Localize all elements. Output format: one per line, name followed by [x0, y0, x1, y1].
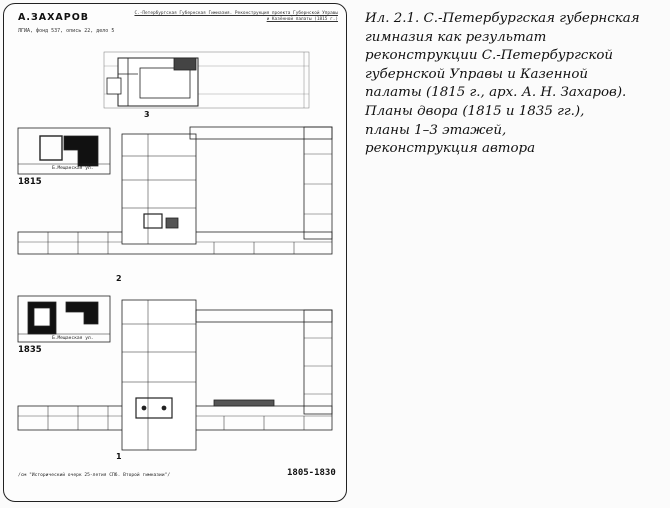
- sheet-archive-reference: ЛГИА, фонд 537, опись 22, дело 5: [18, 28, 115, 34]
- street-label-1815: Б.Мещанская ул.: [52, 166, 94, 171]
- caption-line: губернской Управы и Казенной: [365, 66, 589, 82]
- plan-label-floor-2: 2: [116, 274, 122, 283]
- sheet-years: 1805-1830: [287, 468, 336, 478]
- figure-caption: [365, 10, 665, 159]
- sheet-heading: С.-Петербургская Губернская Гимназия. Реконструкция проекта Губернской Управы и Казённой палаты (1815 г.): [134, 11, 338, 22]
- floor-plans-drawing: [4, 4, 347, 502]
- floor-plan-1: [18, 300, 332, 450]
- year-label-1835: 1835: [18, 345, 42, 355]
- caption-line: палаты (1815 г., арх. А. Н. Захаров).: [365, 85, 627, 101]
- street-label-1835: Б.Мещанская ул.: [52, 336, 94, 341]
- caption-line: реконструкция автора: [365, 141, 536, 157]
- year-label-1815: 1815: [18, 177, 42, 187]
- sheet-author: А.ЗАХАРОВ: [18, 12, 90, 23]
- sheet-source-note: /см "Исторический очерк 25-летия СПб. Второй гимназии"/: [18, 473, 171, 478]
- caption-line: Ил. 2.1. С.-Петербургская губернская: [365, 11, 640, 26]
- architectural-drawing-sheet: [3, 3, 347, 502]
- plan-label-floor-3: 3: [144, 110, 150, 119]
- caption-line: Планы двора (1815 и 1835 гг.),: [365, 103, 585, 119]
- caption-line: планы 1–3 этажей,: [365, 122, 507, 138]
- plan-label-floor-1: 1: [116, 452, 122, 461]
- caption-line: реконструкции С.-Петербургской: [365, 48, 614, 64]
- floor-plan-3: [104, 52, 309, 108]
- caption-line: гимназия как результат: [365, 29, 547, 45]
